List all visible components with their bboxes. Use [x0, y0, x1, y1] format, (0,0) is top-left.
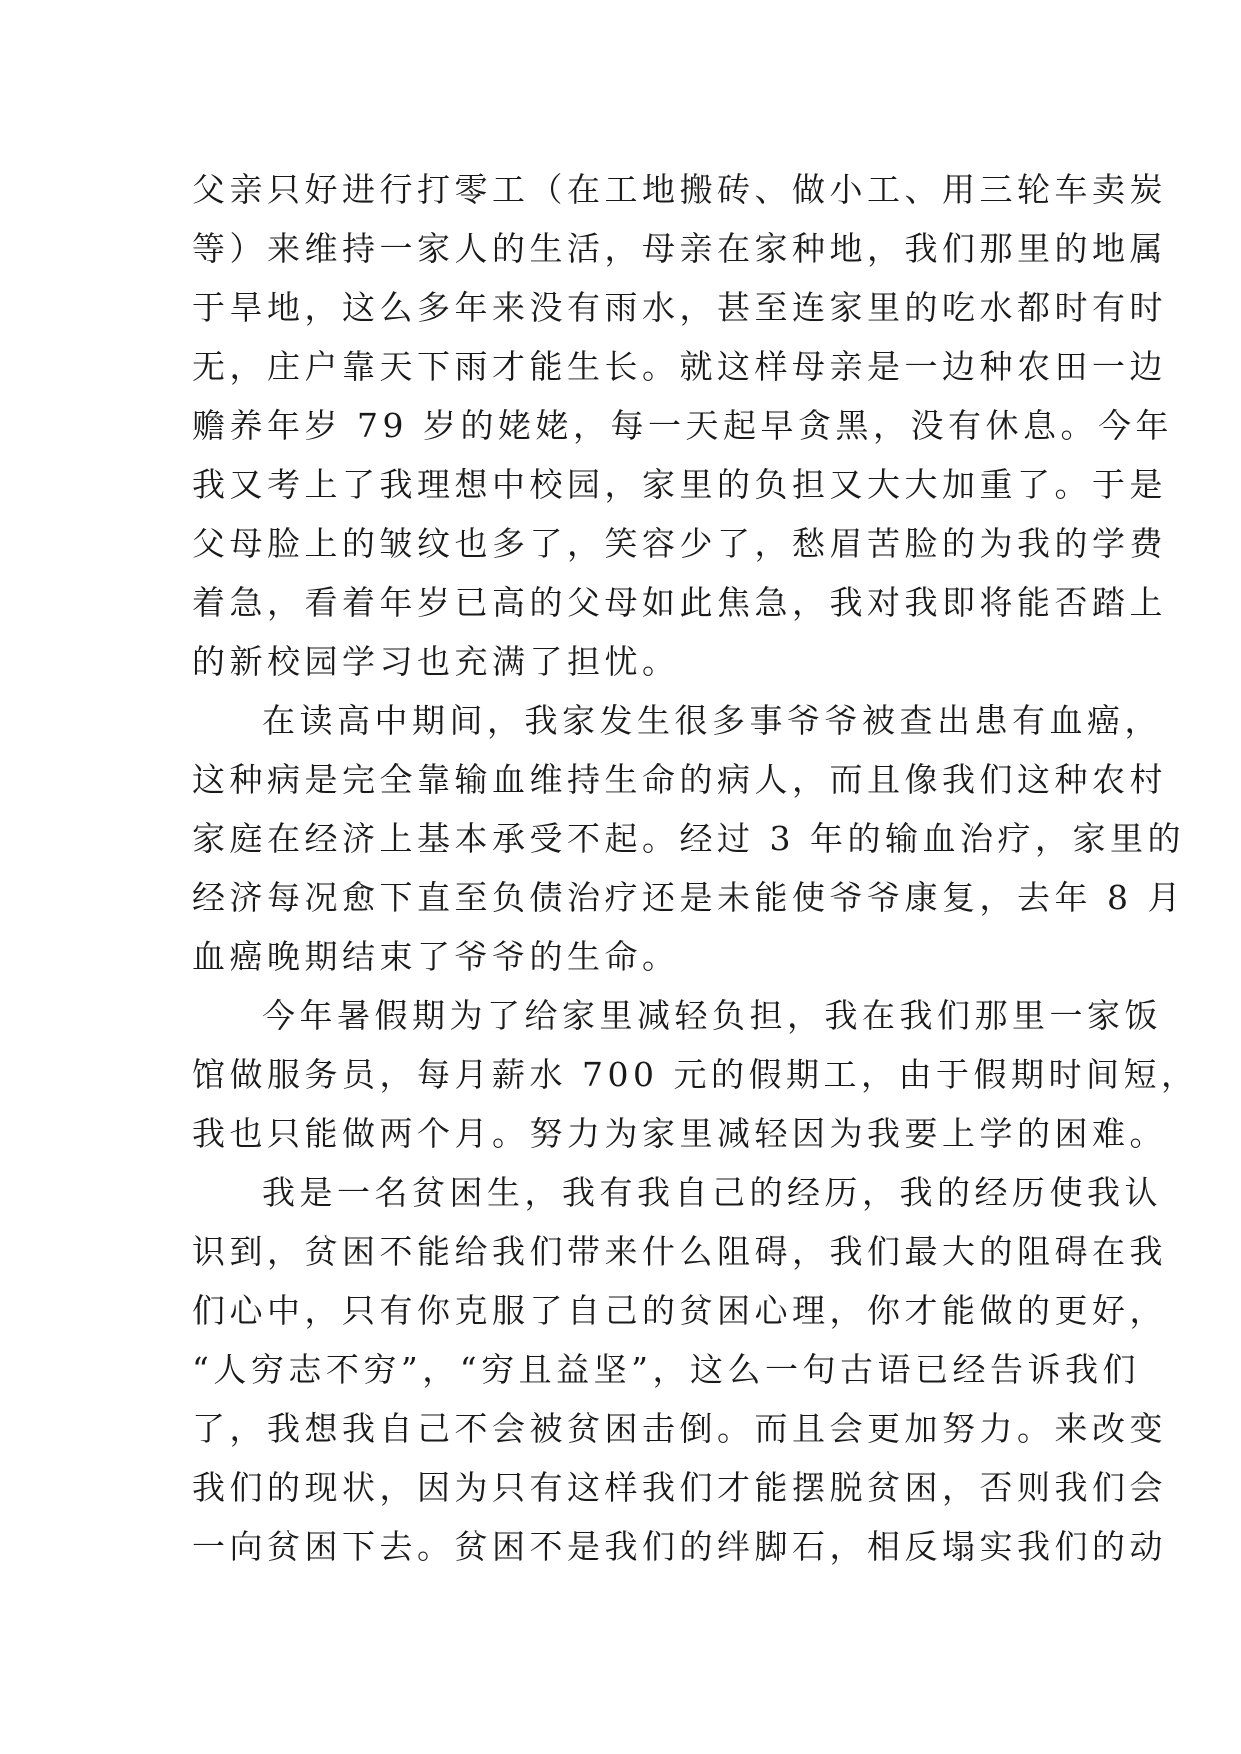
paragraph-first-line: 今年暑假期为了给家里减轻负担，我在我们那里一家饭 — [262, 996, 1162, 1035]
text-line: 着急，看着年岁已高的父母如此焦急，我对我即将能否踏上 — [192, 583, 1167, 622]
body-text — [192, 160, 1199, 1576]
text-line: 识到，贫困不能给我们带来什么阻碍，我们最大的阻碍在我 — [192, 1232, 1167, 1271]
text-line: 父母脸上的皱纹也多了，笑容少了，愁眉苦脸的为我的学费 — [192, 524, 1167, 563]
paragraph-first-line: 我是一名贫困生，我有我自己的经历，我的经历使我认 — [262, 1173, 1162, 1212]
text-line: 等）来维持一家人的生活，母亲在家种地，我们那里的地属 — [192, 229, 1167, 268]
text-line: 于旱地，这么多年来没有雨水，甚至连家里的吃水都时有时 — [192, 288, 1167, 327]
text-line: 经济每况愈下直至负债治疗还是未能使爷爷康复，去年 8 月 — [192, 878, 1185, 917]
text-line: 一向贫困下去。贫困不是我们的绊脚石，相反塌实我们的动 — [192, 1527, 1167, 1566]
text-line: 赡养年岁 79 岁的姥姥，每一天起早贪黑，没有休息。今年 — [192, 406, 1173, 445]
text-line: 馆做服务员，每月薪水 700 元的假期工，由于假期时间短， — [192, 1055, 1199, 1094]
text-line: “人穷志不穷”，“穷且益坚”，这么一句古语已经告诉我们 — [192, 1350, 1140, 1389]
text-line: 血癌晚期结束了爷爷的生命。 — [192, 937, 680, 976]
text-line: 无，庄户靠天下雨才能生长。就这样母亲是一边种农田一边 — [192, 347, 1167, 386]
text-line: 们心中，只有你克服了自己的贫困心理，你才能做的更好， — [192, 1291, 1167, 1330]
text-line: 这种病是完全靠输血维持生命的病人，而且像我们这种农村 — [192, 760, 1167, 799]
paragraph-first-line: 在读高中期间，我家发生很多事爷爷被查出患有血癌， — [262, 701, 1162, 740]
text-line: 我又考上了我理想中校园，家里的负担又大大加重了。于是 — [192, 465, 1167, 504]
text-line: 家庭在经济上基本承受不起。经过 3 年的输血治疗，家里的 — [192, 819, 1185, 858]
text-line: 我们的现状，因为只有这样我们才能摆脱贫困，否则我们会 — [192, 1468, 1167, 1507]
text-line: 父亲只好进行打零工（在工地搬砖、做小工、用三轮车卖炭 — [192, 170, 1167, 209]
text-line: 了，我想我自己不会被贫困击倒。而且会更加努力。来改变 — [192, 1409, 1167, 1448]
text-line: 我也只能做两个月。努力为家里减轻因为我要上学的困难。 — [192, 1114, 1167, 1153]
text-line: 的新校园学习也充满了担忧。 — [192, 642, 680, 681]
